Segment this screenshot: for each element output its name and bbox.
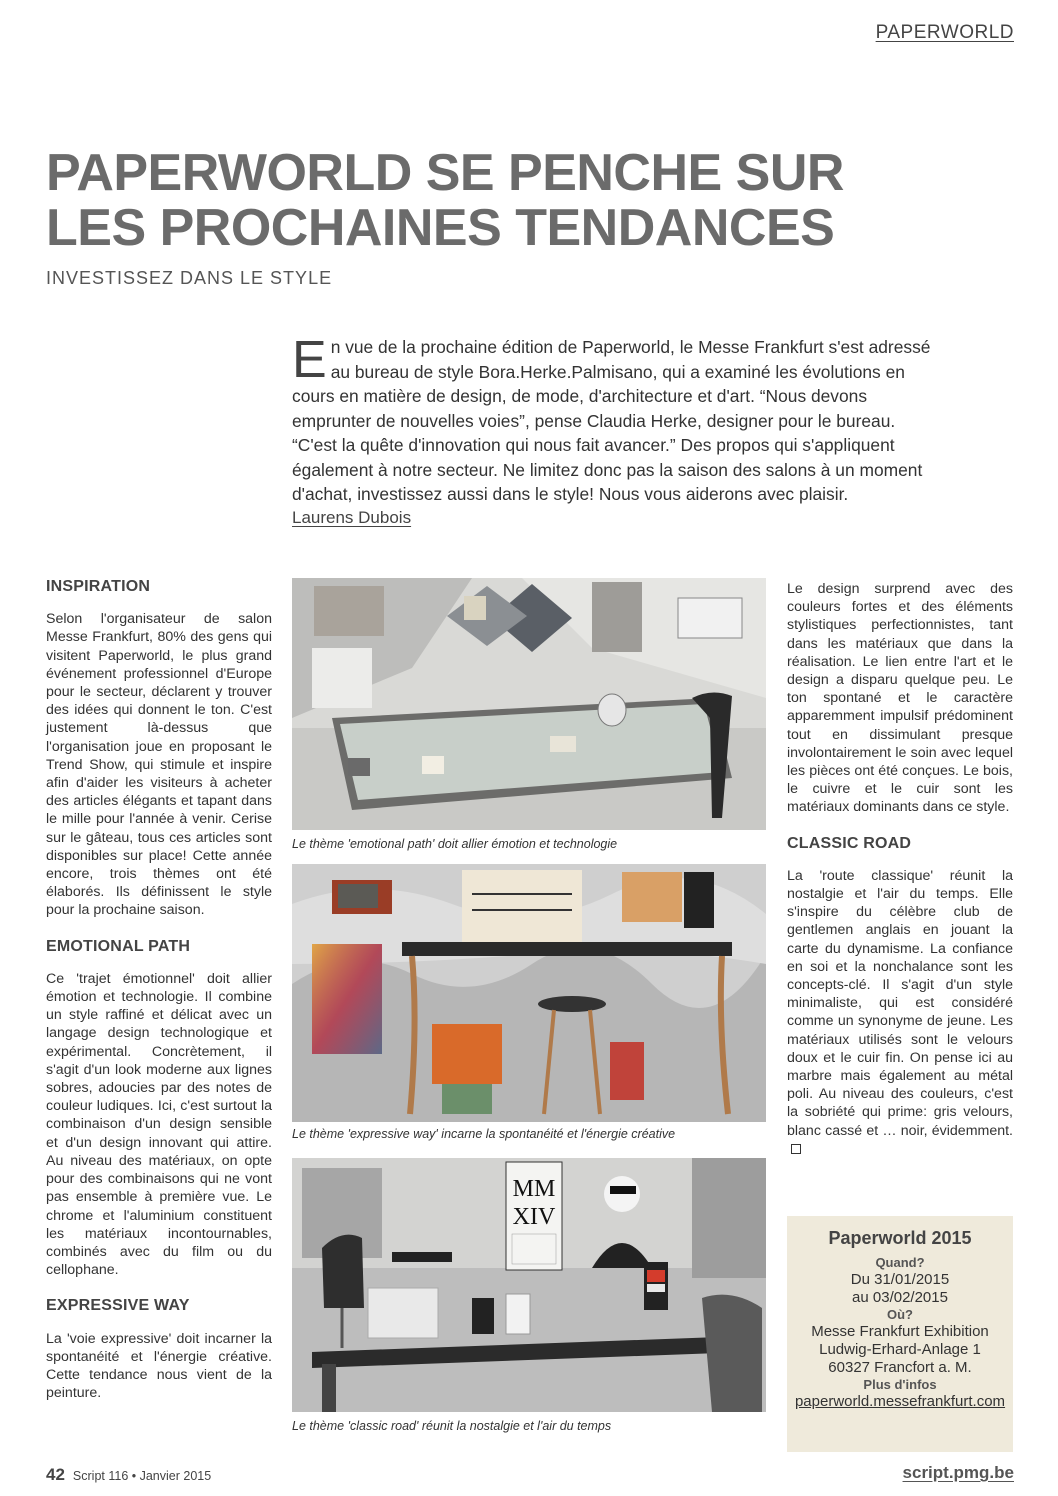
footer-left	[46, 1465, 211, 1485]
info-label: Plus d'infos	[863, 1377, 937, 1392]
page-title	[46, 144, 844, 257]
right-column	[787, 580, 1013, 1176]
where-line-3: 60327 Francfort a. M.	[828, 1359, 972, 1376]
photo-classic-road	[292, 1158, 766, 1412]
poster-line-1: MM	[512, 1176, 556, 1202]
when-line-1: Du 31/01/2015	[850, 1271, 950, 1288]
title-line-1: PAPERWORLD SE PENCHE SUR	[46, 144, 844, 202]
paragraph-emotional-path: Ce 'trajet émotionnel' doit allier émotion et technologie. Il combine un style raffiné et délicat avec un langage design technologique et expérimental. Concrètement, il s'agit d'un look moderne aux lignes sobres, adoucies par des notes de couleur ludiques. Ici, c'est surtout la combinaison d'un design sensible et d'un design innovant qui attire. Au niveau des matériaux, on opte pour des combinaisons qui ne vont pas ensemble à première vue. Le chrome et l'aluminium constituent les matériaux incontournables, combinés avec du film ou du cellophane.	[46, 970, 272, 1279]
paragraph-expressive-continued: Le design surprend avec des couleurs fortes et des éléments stylistiques perfectionnistes, tant dans les matériaux que dans la réalisation. Le lien entre l'art et le design a disparu quelque peu. Le ton spontané et le caractère apparemment impulsif prédominent tout en dissimulant presque involontairement le soin avec lequel les pièces ont été conçues. Le bois, le cuivre et le cuir sont les matériaux dominants dans ce style.	[787, 581, 1013, 816]
classic-road-text: La 'route classique' réunit la nostalgie et l'air du temps. Elle s'inspire du célèbre club de gentlemen anglais en jouant la carte du dynamisme. La confiance en soi et la nonchalance sont les concepts-clé. Il s'agit d'un style minimaliste, qui est considéré comme un synonyme de jeune. Les matériaux utilisés sont le velours doux et le cuir fin. On pense ici au marbre mais également au métal poli. Au niveau des couleurs, c'est la sobriété qui prime: gris velours, blanc cassé et … noir, évidemment.	[787, 867, 1013, 1139]
left-column	[46, 578, 272, 1420]
where-line-1: Messe Frankfurt Exhibition	[811, 1323, 989, 1340]
paragraph-expressive-way: La 'voie expressive' doit incarner la spontanéité et l'énergie créative. Cette tendance nous vient de la peinture.	[46, 1330, 272, 1402]
paragraph-classic-road	[787, 867, 1013, 1158]
intro-paragraph	[292, 331, 932, 507]
caption-classic-road: Le thème 'classic road' réunit la nostalgie et l'air du temps	[292, 1419, 612, 1433]
where-label: Où?	[887, 1307, 913, 1322]
photo-emotional-path	[292, 578, 766, 830]
when-line-2: au 03/02/2015	[852, 1289, 948, 1306]
section-tag: PAPERWORLD	[875, 22, 1014, 43]
page-number: 42	[46, 1465, 65, 1484]
heading-inspiration: INSPIRATION	[46, 578, 151, 595]
issue-info: Script 116 • Janvier 2015	[72, 1469, 212, 1483]
end-mark-icon	[791, 1144, 801, 1154]
infobox-title: Paperworld 2015	[828, 1228, 972, 1248]
photo-expressive-way	[292, 864, 766, 1122]
heading-classic-road: CLASSIC ROAD	[787, 834, 912, 852]
paragraph-inspiration: Selon l'organisateur de salon Messe Frankfurt, 80% des gens qui visitent Paperworld, le plus grand événement professionnel d'Europe pour le secteur, déclarent y trouver des idées qui donnent le ton. C'est justement là-dessus que l'organisation joue en proposant le Trend Show, qui stimule et inspire afin d'aider les visiteurs à acheter des articles élégants et tapant dans le mille pour l'année à venir. Cerise sur le gâteau, tous ces articles sont disponibles sur place! Cette année encore, trois thèmes ont été élaborés. Ils définissent le style pour la prochaine saison.	[46, 611, 272, 919]
author-link[interactable]: Laurens Dubois	[292, 508, 412, 527]
when-label: Quand?	[875, 1255, 925, 1270]
intro-text: n vue de la prochaine édition de Paperworld, le Messe Frankfurt s'est adressé au bureau de style Bora.Herke.Palmisano, qui a examiné les évolutions en cours en matière de design, de mode, d'architecture et d'art. “Nous devons emprunter de nouvelles voies”, pense Claudia Herke, designer pour le bureau. “C'est la quête d'innovation qui nous fait avancer.” Des propos qui s'appliquent également à notre secteur. Ne limitez donc pas la saison des salons à un moment d'achat, investissez aussi dans le style! Nous vous aiderons avec plaisir.	[292, 337, 931, 504]
caption-emotional-path: Le thème 'emotional path' doit allier émotion et technologie	[292, 837, 618, 851]
website-link[interactable]: paperworld.messefrankfurt.com	[794, 1393, 1006, 1410]
caption-expressive-way: Le thème 'expressive way' incarne la spontanéité et l'énergie créative	[292, 1127, 676, 1141]
heading-expressive-way: EXPRESSIVE WAY	[46, 1297, 190, 1315]
dropcap: E	[292, 331, 327, 389]
poster-line-2: XIV	[512, 1204, 556, 1230]
heading-emotional-path: EMOTIONAL PATH	[46, 937, 191, 955]
title-line-2: LES PROCHAINES TENDANCES	[46, 199, 835, 257]
subtitle: INVESTISSEZ DANS LE STYLE	[46, 268, 333, 288]
where-line-2: Ludwig-Erhard-Anlage 1	[819, 1341, 981, 1358]
footer-site-link[interactable]: script.pmg.be	[902, 1463, 1014, 1482]
info-box	[787, 1216, 1013, 1452]
